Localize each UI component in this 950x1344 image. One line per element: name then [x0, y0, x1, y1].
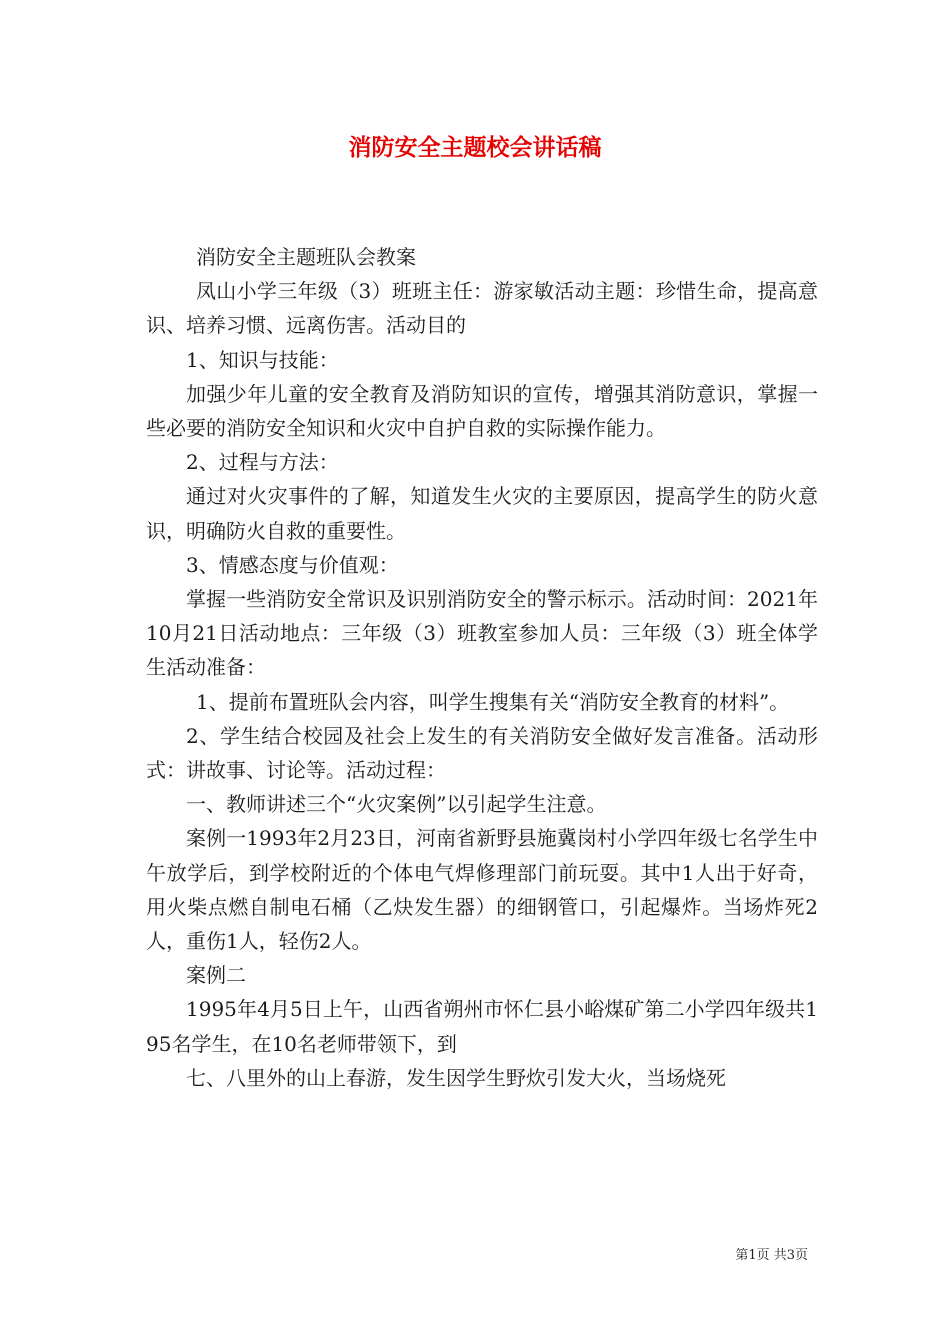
paragraph: 通过对火灾事件的了解，知道发生火灾的主要原因，提高学生的防火意识，明确防火自救的重要性。 — [146, 484, 818, 543]
page-number-footer: 第1页 共3页 — [735, 1248, 808, 1263]
paragraph: 加强少年儿童的安全教育及消防知识的宣传，增强其消防意识，掌握一些必要的消防安全知识和火灾中自护自救的实际操作能力。 — [146, 381, 818, 441]
paragraph: 3、情感态度与价值观： — [186, 552, 399, 577]
paragraph: 一、教师讲述三个“火灾案例”以引起学生注意。 — [186, 792, 607, 817]
paragraph: 掌握一些消防安全常识及识别消防安全的警示标示。活动时间：2021年10月21日活动地点：三年级（3）班教室参加人员：三年级（3）班全体学生活动准备： — [146, 587, 818, 680]
paragraph: 消防安全主题班队会教案 — [196, 245, 416, 269]
paragraph: 1995年4月5日上午，山西省朔州市怀仁县小峪煤矿第二小学四年级共195名学生，在10名老师带领下，到 — [146, 997, 818, 1056]
document-title: 消防安全主题校会讲话稿 — [348, 135, 602, 161]
document-body — [146, 240, 818, 1095]
paragraph: 1、知识与技能： — [186, 347, 339, 372]
paragraph: 七、八里外的山上春游，发生因学生野炊引发大火，当场烧死 — [186, 1065, 726, 1090]
paragraph: 案例二 — [186, 963, 246, 988]
paragraph: 2、过程与方法： — [186, 450, 339, 475]
paragraph: 案例一1993年2月23日，河南省新野县施冀岗村小学四年级七名学生中午放学后，到学校附近的个体电气焊修理部门前玩耍。其中1人出于好奇，用火柴点燃自制电石桶（乙炔发生器）的细钢管口，引起爆炸。当场炸死2人，重伤1人，轻伤2人。 — [146, 826, 818, 954]
paragraph: 凤山小学三年级（3）班班主任：游家敏活动主题：珍惜生命，提高意识、培养习惯、远离伤害。活动目的 — [146, 279, 818, 338]
paragraph: 2、学生结合校园及社会上发生的有关消防安全做好发言准备。活动形式：讲故事、讨论等。活动过程： — [146, 723, 818, 783]
paragraph: 1、提前布置班队会内容，叫学生搜集有关“消防安全教育的材料”。 — [196, 689, 790, 714]
